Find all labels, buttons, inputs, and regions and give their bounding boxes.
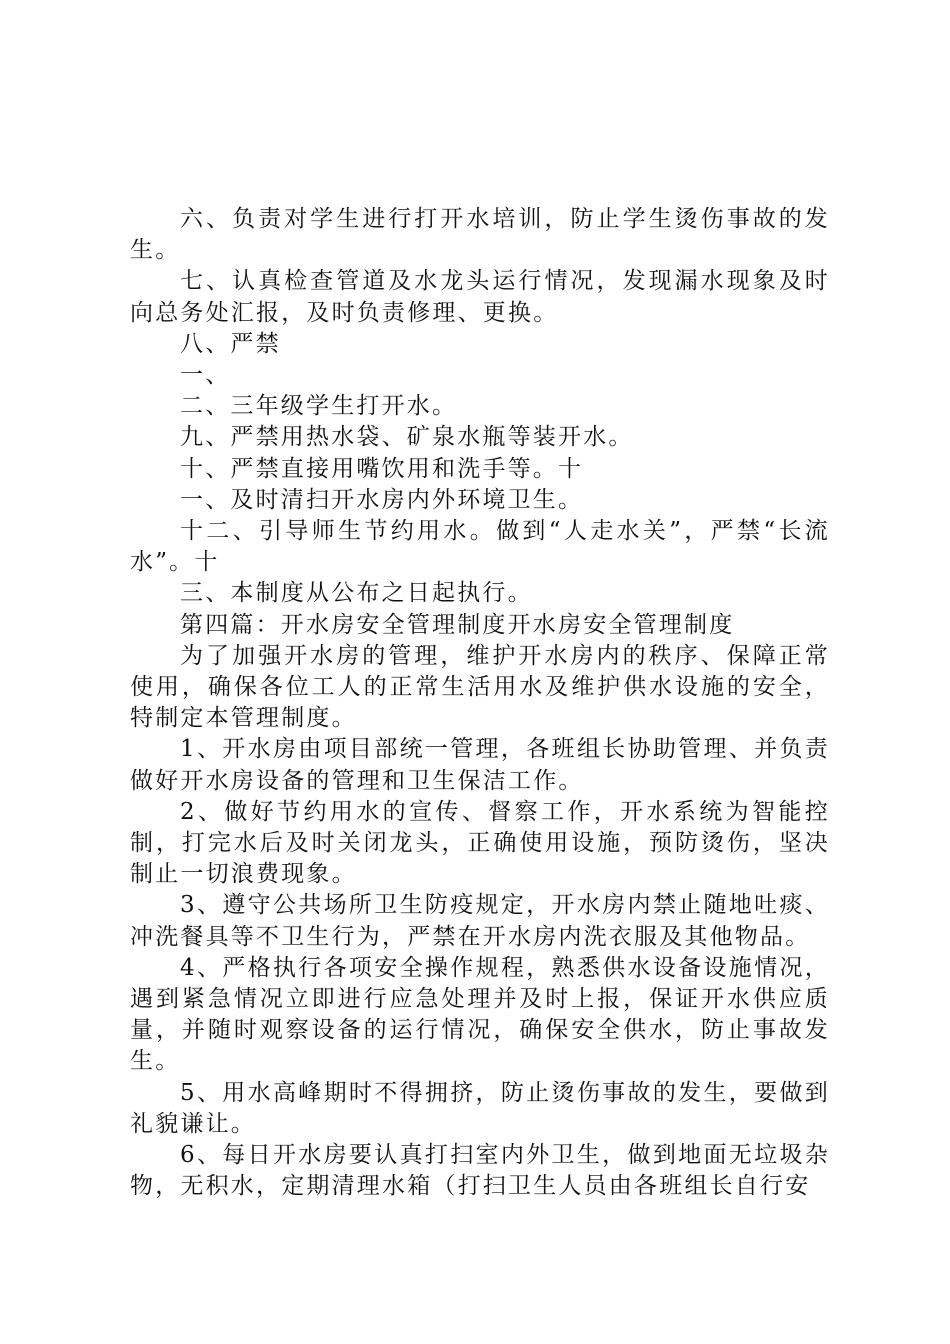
paragraph-fragment-2: 二、三年级学生打开水。 [180,393,458,420]
paragraph-item-5: 5、用水高峰期时不得拥挤，防止烫伤事故的发生，要做到礼貌谦让。 [130,1079,830,1137]
paragraph-item-4: 4、严格执行各项安全操作规程，熟悉供水设备设施情况，遇到紧急情况立即进行应急处理并及时上报，保证开水供应质量，并随时观察设备的运行情况，确保安全供水，防止事故发生。 [130,954,830,1075]
paragraph-rule-6: 六、负责对学生进行打开水培训，防止学生烫伤事故的发生。 [130,206,830,264]
paragraph-rule-7: 七、认真检查管道及水龙头运行情况，发现漏水现象及时向总务处汇报，及时负责修理、更换。 [130,268,830,326]
paragraph-rule-10: 十、严禁直接用嘴饮用和洗手等。十 [180,455,584,482]
paragraph-fragment-1: 一、 [180,362,231,389]
paragraph-rule-9: 九、严禁用热水袋、矿泉水瓶等装开水。 [180,424,634,451]
section-heading: 第四篇：开水房安全管理制度开水房安全管理制度 [180,611,735,638]
paragraph-item-1: 1、开水房由项目部统一管理，各班组长协助管理、并负责做好开水房设备的管理和卫生保洁工作。 [130,736,830,794]
paragraph-item-2: 2、做好节约用水的宣传、督察工作，开水系统为智能控制，打完水后及时关闭龙头，正确使用设施，预防烫伤，坚决制止一切浪费现象。 [130,798,830,888]
paragraph-rule-13: 三、本制度从公布之日起执行。 [180,580,533,607]
paragraph-item-3: 3、遵守公共场所卫生防疫规定，开水房内禁止随地吐痰、冲洗餐具等不卫生行为，严禁在开水房内洗衣服及其他物品。 [130,892,830,950]
paragraph-rule-11: 一、及时清扫开水房内外环境卫生。 [180,486,584,513]
paragraph-rule-12: 十二、引导师生节约用水。做到“人走水关”，严禁“长流水”。十 [130,518,830,576]
document-page [130,204,830,1203]
paragraph-item-6: 6、每日开水房要认真打扫室内外卫生，做到地面无垃圾杂物，无积水，定期清理水箱（打扫卫生人员由各班组长自行安 [130,1142,830,1200]
paragraph-rule-8: 八、严禁 [180,330,281,357]
paragraph-intro: 为了加强开水房的管理，维护开水房内的秩序、保障正常使用，确保各位工人的正常生活用水及维护供水设施的安全，特制定本管理制度。 [130,642,830,732]
